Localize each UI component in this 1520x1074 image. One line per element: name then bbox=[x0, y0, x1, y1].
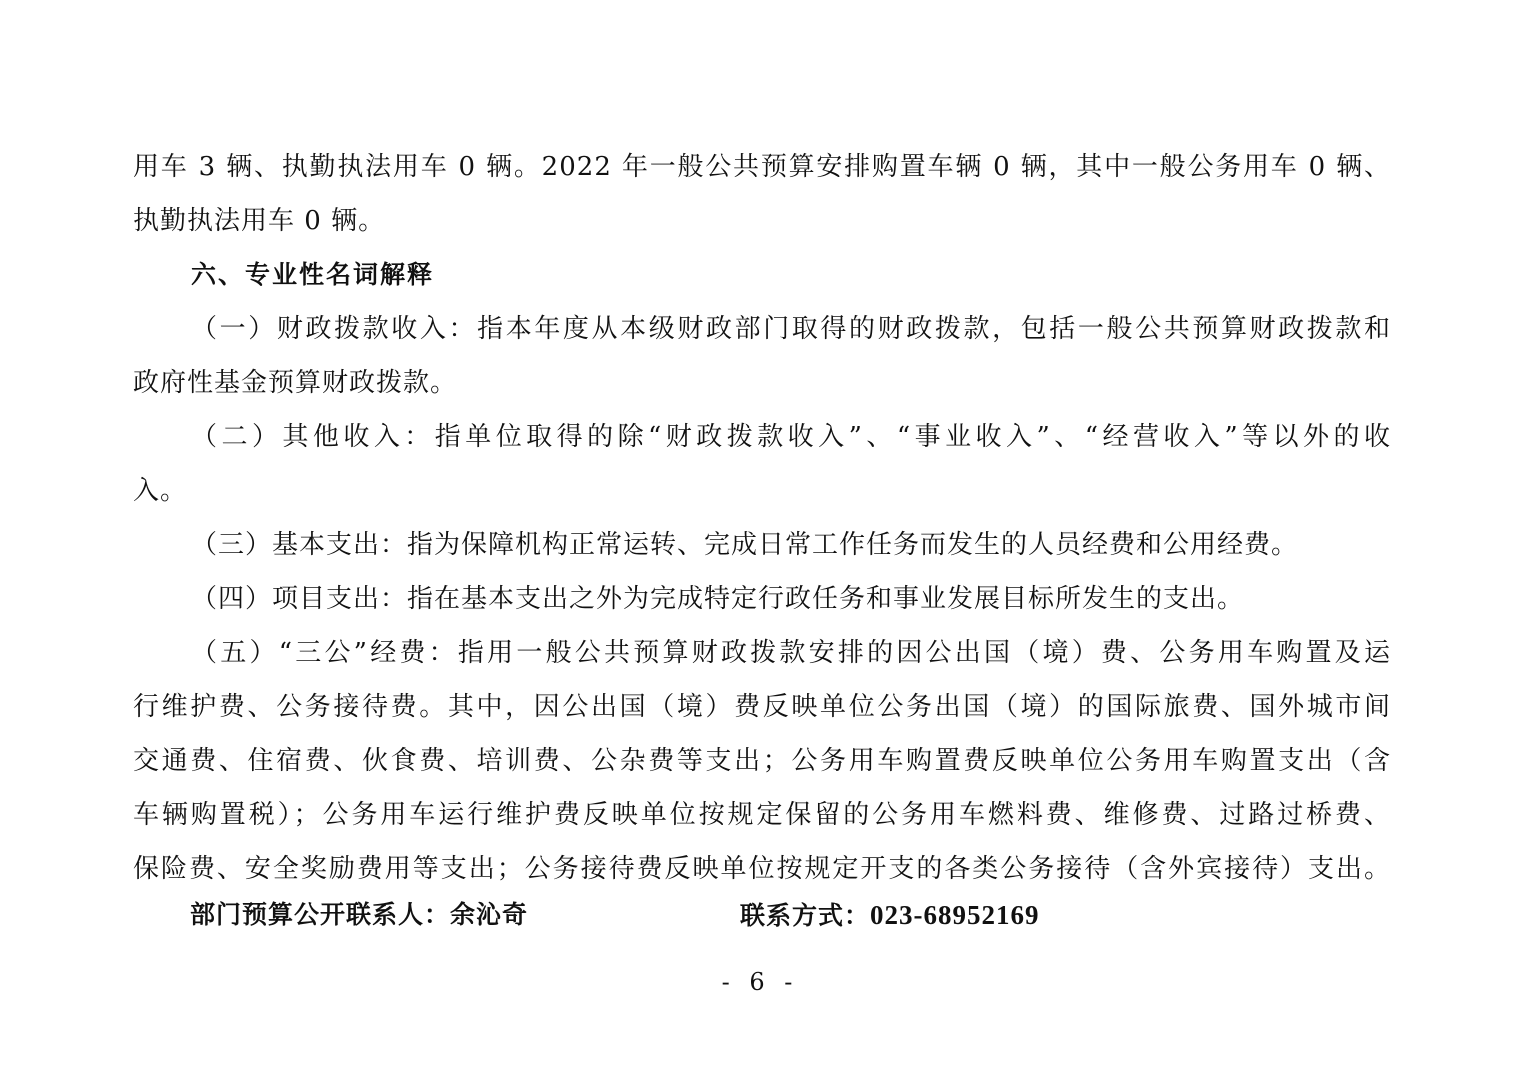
contact-person-label: 部门预算公开联系人： bbox=[190, 900, 451, 929]
contact-person bbox=[190, 888, 528, 942]
term-4-line: （四）项目支出：指在基本支出之外为完成特定行政任务和事业发展目标所发生的支出。 bbox=[191, 584, 1245, 614]
term-5-line-2: 行维护费、公务接待费。其中，因公出国（境）费反映单位公务出国（境）的国际旅费、国外城市间 bbox=[133, 692, 1391, 722]
term-2-line-2: 入。 bbox=[133, 476, 188, 506]
contact-phone-label: 联系方式： bbox=[740, 901, 871, 930]
term-2-line-1: （二）其他收入：指单位取得的除“财政拨款收入”、“事业收入”、“经营收入”等以外的收 bbox=[191, 422, 1391, 452]
term-3-line: （三）基本支出：指为保障机构正常运转、完成日常工作任务而发生的人员经费和公用经费。 bbox=[191, 530, 1299, 560]
paragraph-line-vehicles-cont: 用车 3 辆、执勤执法用车 0 辆。2022 年一般公共预算安排购置车辆 0 辆，其中一般公务用车 0 辆、 bbox=[133, 152, 1392, 182]
contact-phone-number: 023-68952169 bbox=[870, 900, 1040, 930]
body-text bbox=[133, 140, 1391, 896]
term-5-line-1: （五）“三公”经费：指用一般公共预算财政拨款安排的因公出国（境）费、公务用车购置及运 bbox=[191, 638, 1391, 668]
term-1-line-2: 政府性基金预算财政拨款。 bbox=[133, 368, 458, 398]
page-number: - 6 - bbox=[721, 968, 799, 996]
term-1-line-1: （一）财政拨款收入：指本年度从本级财政部门取得的财政拨款，包括一般公共预算财政拨款和 bbox=[191, 314, 1391, 344]
contact-phone bbox=[740, 888, 1040, 942]
section-heading-terms: 六、专业性名词解释 bbox=[191, 260, 435, 289]
term-5-line-5: 保险费、安全奖励费用等支出；公务接待费反映单位按规定开支的各类公务接待（含外宾接待）支出。 bbox=[133, 854, 1391, 884]
contact-person-name: 余沁奇 bbox=[450, 900, 529, 929]
term-5-line-3: 交通费、住宿费、伙食费、培训费、公杂费等支出；公务用车购置费反映单位公务用车购置支出（含 bbox=[133, 746, 1391, 776]
term-5-line-4: 车辆购置税）；公务用车运行维护费反映单位按规定保留的公务用车燃料费、维修费、过路过桥费、 bbox=[133, 800, 1391, 830]
paragraph-line-vehicles-end: 执勤执法用车 0 辆。 bbox=[133, 206, 386, 236]
